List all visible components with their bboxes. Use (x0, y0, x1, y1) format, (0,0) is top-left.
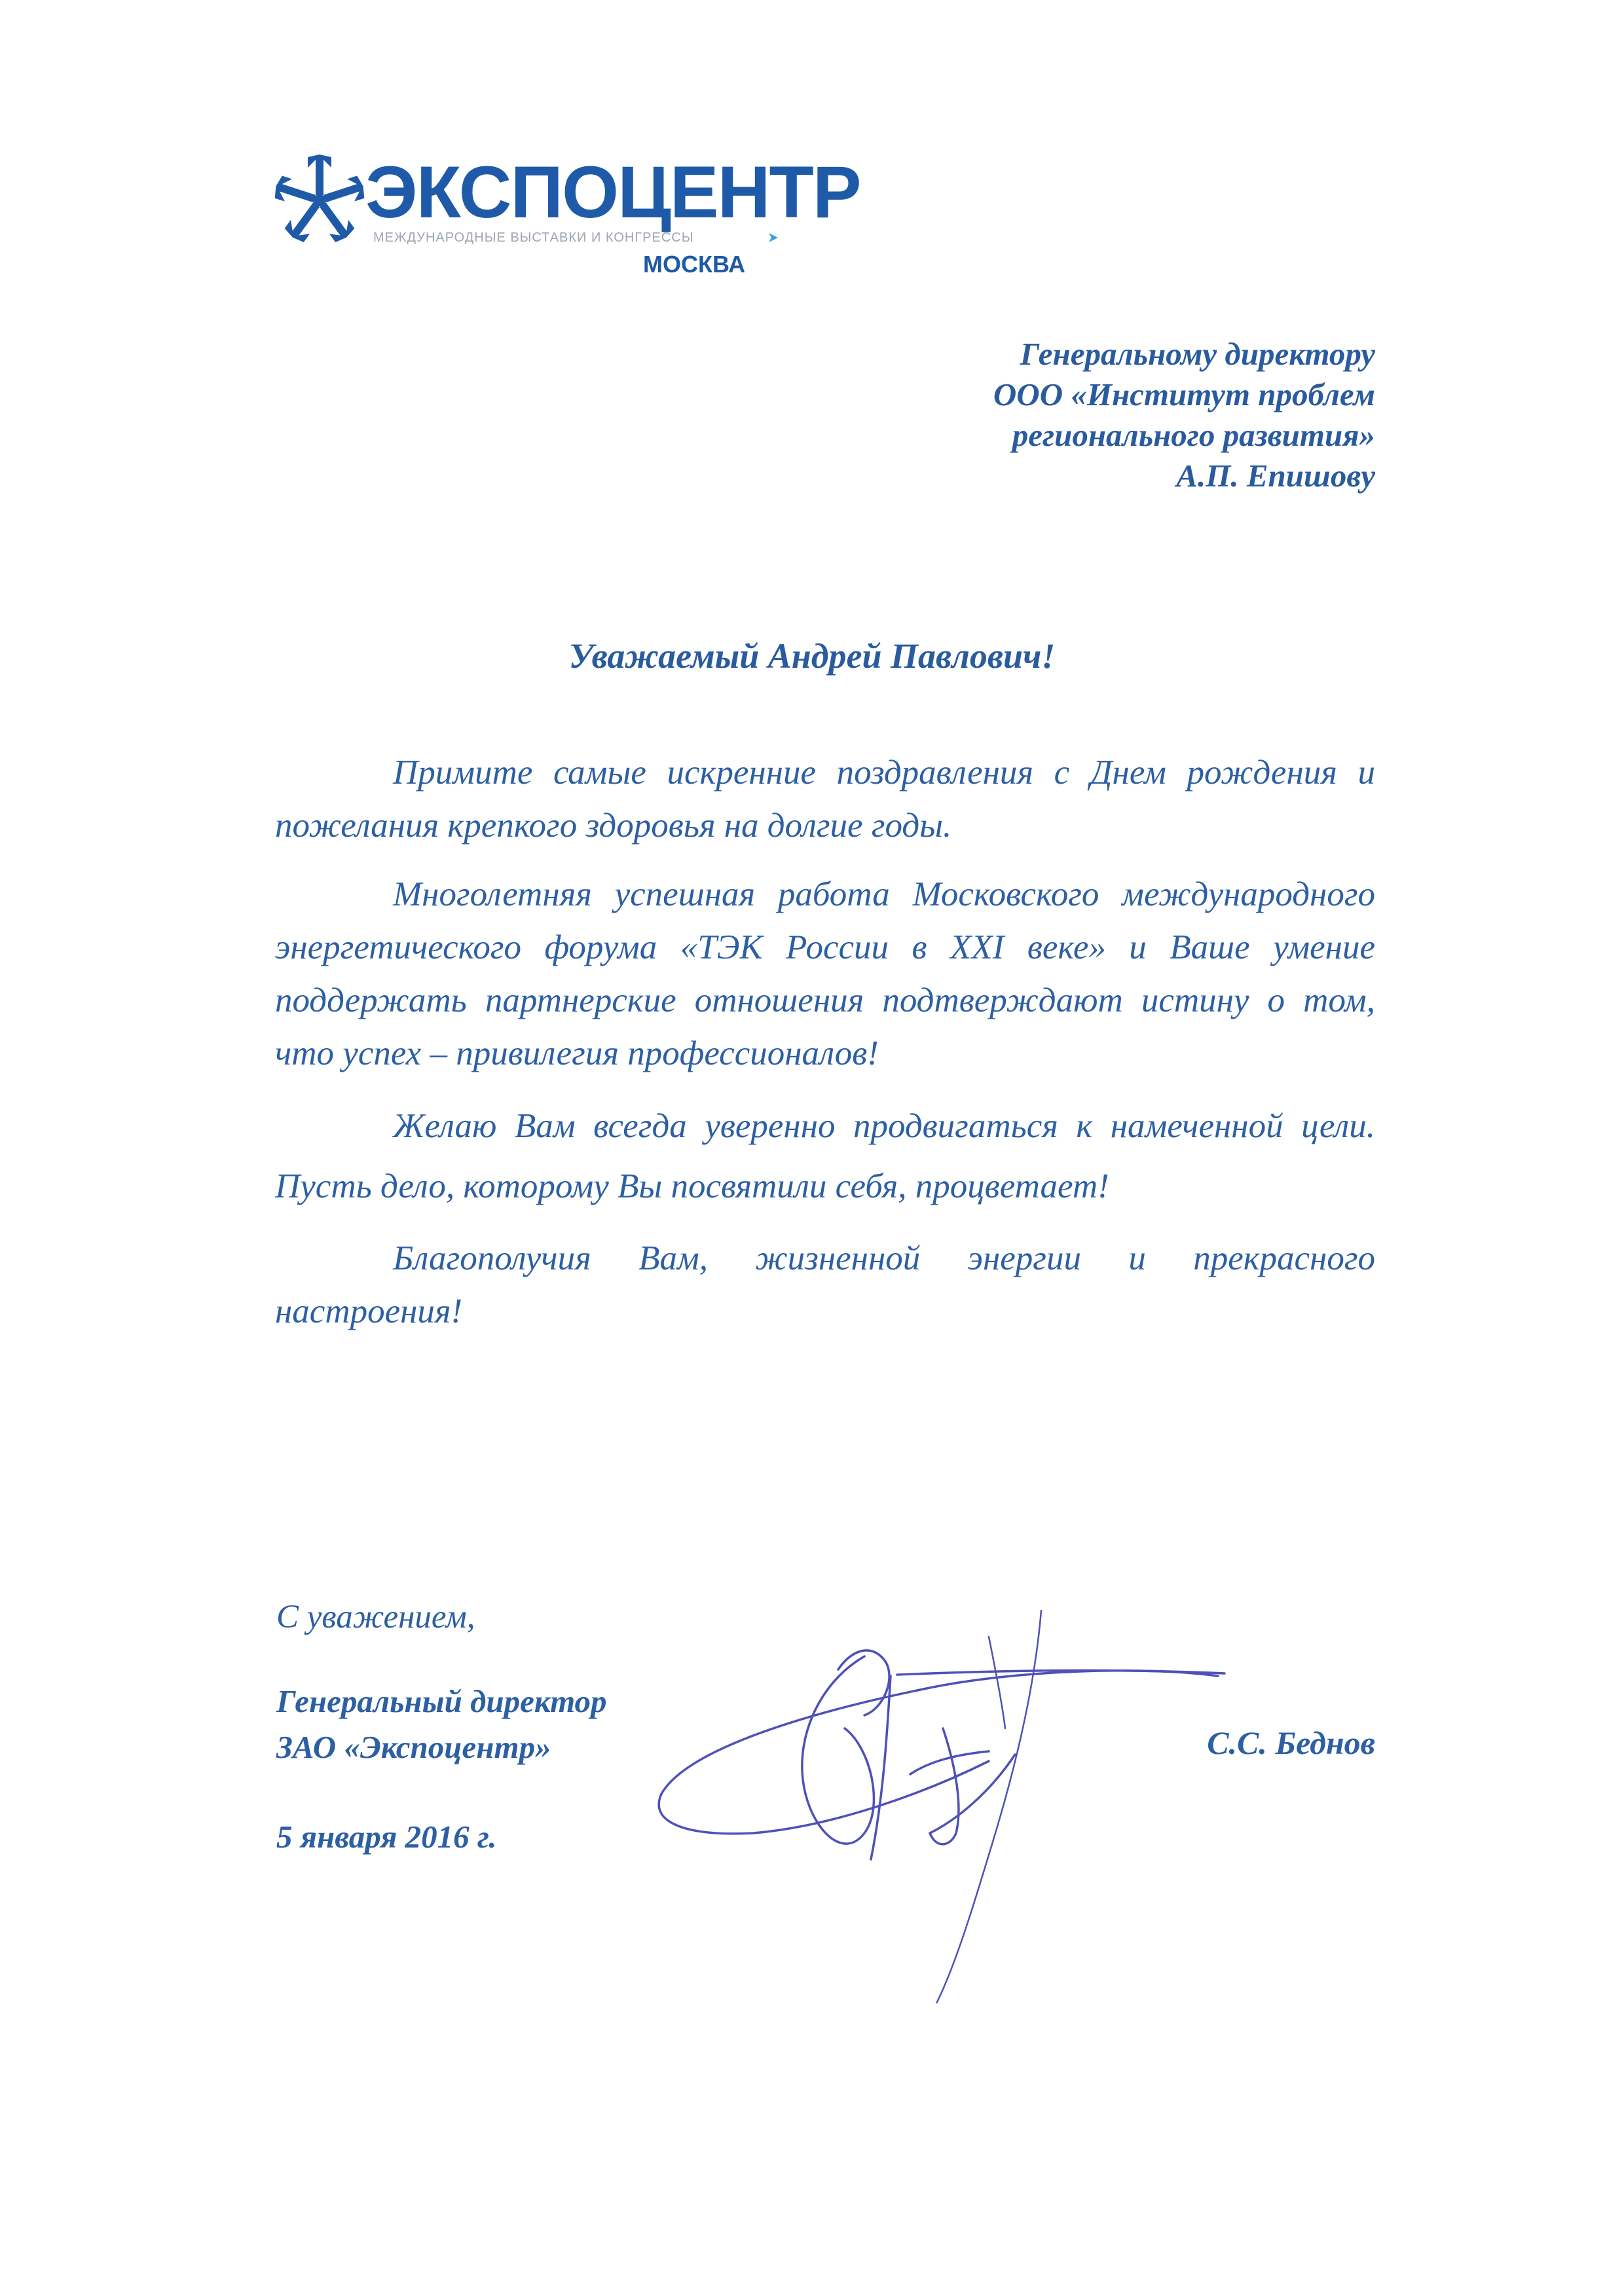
recipient-line: регионального развития» (1012, 417, 1375, 453)
body-paragraph: Благополучия Вам, жизненной энергии и прекрасного настроения! (275, 1239, 1375, 1330)
recipient-line: Генеральному директору (1020, 336, 1375, 372)
recipient-block (993, 334, 1375, 496)
signer-position-line: ЗАО «Экспоцентр» (276, 1729, 551, 1765)
salutation: Уважаемый Андрей Павлович! (568, 636, 1056, 676)
recipient-line: А.П. Епишову (1176, 458, 1375, 494)
expocentre-logo-icon (274, 155, 365, 246)
recipient-line: ООО «Институт проблем (993, 376, 1375, 412)
letter-body (275, 746, 1375, 1354)
body-paragraph: Желаю Вам всегда уверенно продвигаться к намеченной цели. Пусть дело, которому Вы посвятили себя, процветает! (275, 1107, 1375, 1205)
signer-position-line: Генеральный директор (276, 1683, 607, 1719)
letter-date: 5 января 2016 г. (276, 1819, 497, 1855)
body-paragraph: Многолетняя успешная работа Московского международного энергетического форума «ТЭК России в XXI веке» и Ваше умение поддержать партнерские отношения подтверждают истину о том, что успех – привилегия профессионалов! (275, 875, 1375, 1072)
closing-regards: С уважением, (276, 1599, 475, 1635)
signer-name: С.С. Беднов (1207, 1724, 1375, 1761)
arrow-right-icon (767, 232, 779, 244)
brand-city: МОСКВА (643, 251, 746, 278)
signer-position (276, 1679, 607, 1770)
brand-name: ЭКСПОЦЕНТР (365, 151, 860, 233)
brand-tagline: МЕЖДУНАРОДНЫЕ ВЫСТАВКИ И КОНГРЕССЫ (373, 230, 694, 245)
handwritten-signature-icon (648, 1597, 1238, 2003)
body-paragraph: Примите самые искренние поздравления с Днем рождения и пожелания крепкого здоровья на долгие годы. (275, 754, 1375, 845)
